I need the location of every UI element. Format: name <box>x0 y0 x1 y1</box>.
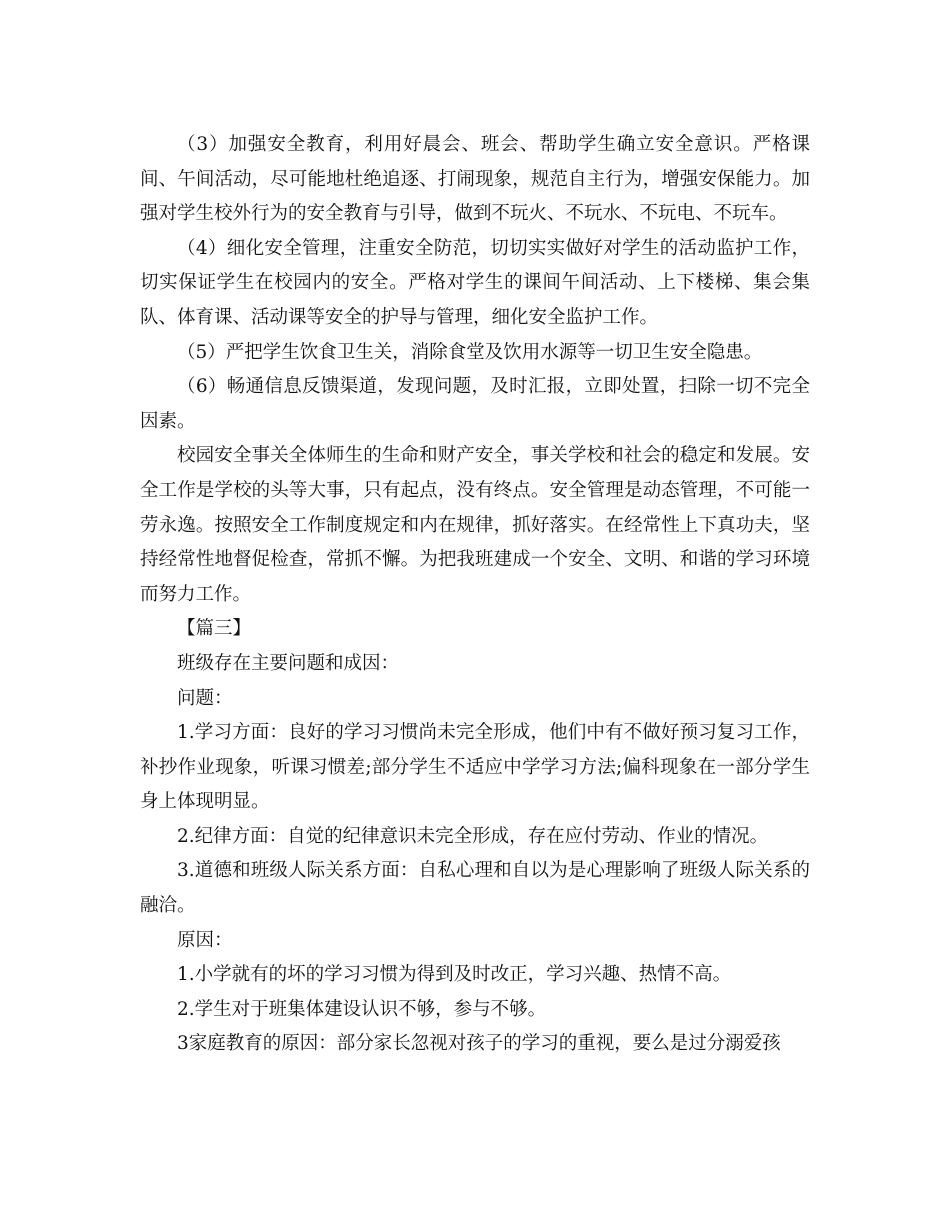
document-body <box>140 128 810 1062</box>
paragraph-problems-label: 问题： <box>177 687 233 709</box>
paragraph-info-feedback: （6）畅通信息反馈渠道，发现问题，及时汇报，立即处置，扫除一切不完全因素。 <box>140 376 810 432</box>
paragraph-cause-habits: 1.小学就有的坏的学习习惯为得到及时改正，学习兴趣、热情不高。 <box>177 964 732 986</box>
paragraph-cause-family: 3家庭教育的原因：部分家长忽视对孩子的学习的重视，要么是过分溺爱孩 <box>177 1033 781 1055</box>
paragraph-campus-safety-summary: 校园安全事关全体师生的生命和财产安全，事关学校和社会的稳定和发展。安全工作是学校的头等大事，只有起点，没有终点。安全管理是动态管理，不可能一劳永逸。按照安全工作制度规定和内在规律，抓好落实。在经常性上下真功夫，坚持经常性地督促检查，常抓不懈。为把我班建成一个安全、文明、和谐的学习环境而努力工作。 <box>140 445 810 605</box>
paragraph-safety-management: （4）细化安全管理，注重安全防范，切切实实做好对学生的活动监护工作，切实保证学生在校园内的安全。严格对学生的课间午间活动、上下楼梯、集会集队、体育课、活动课等安全的护导与管理，细化安全监护工作。 <box>140 237 810 328</box>
paragraph-causes-label: 原因： <box>177 929 233 951</box>
paragraph-problem-discipline: 2.纪律方面：自觉的纪律意识未完全形成，存在应付劳动、作业的情况。 <box>177 825 769 847</box>
paragraph-cause-awareness: 2.学生对于班集体建设认识不够，参与不够。 <box>177 998 547 1020</box>
paragraph-problem-morality: 3.道德和班级人际关系方面：自私心理和自以为是心理影响了班级人际关系的融洽。 <box>140 860 810 917</box>
paragraph-food-hygiene: （5）严把学生饮食卫生关，消除食堂及饮用水源等一切卫生安全隐患。 <box>177 341 763 363</box>
section-heading: 【篇三】 <box>177 618 252 640</box>
paragraph-problem-study: 1.学习方面：良好的学习习惯尚未完全形成，他们中有不做好预习复习工作，补抄作业现象，听课习惯差;部分学生不适应中学学习方法;偏科现象在一部分学生身上体现明显。 <box>140 722 810 813</box>
paragraph-safety-education: （3）加强安全教育，利用好晨会、班会、帮助学生确立安全意识。严格课间、午间活动，尽可能地杜绝追逐、打闹现象，规范自主行为，增强安保能力。加强对学生校外行为的安全教育与引导，做到不玩火、不玩水、不玩电、不玩车。 <box>140 134 810 225</box>
paragraph-problems-intro: 班级存在主要问题和成因： <box>177 652 400 674</box>
